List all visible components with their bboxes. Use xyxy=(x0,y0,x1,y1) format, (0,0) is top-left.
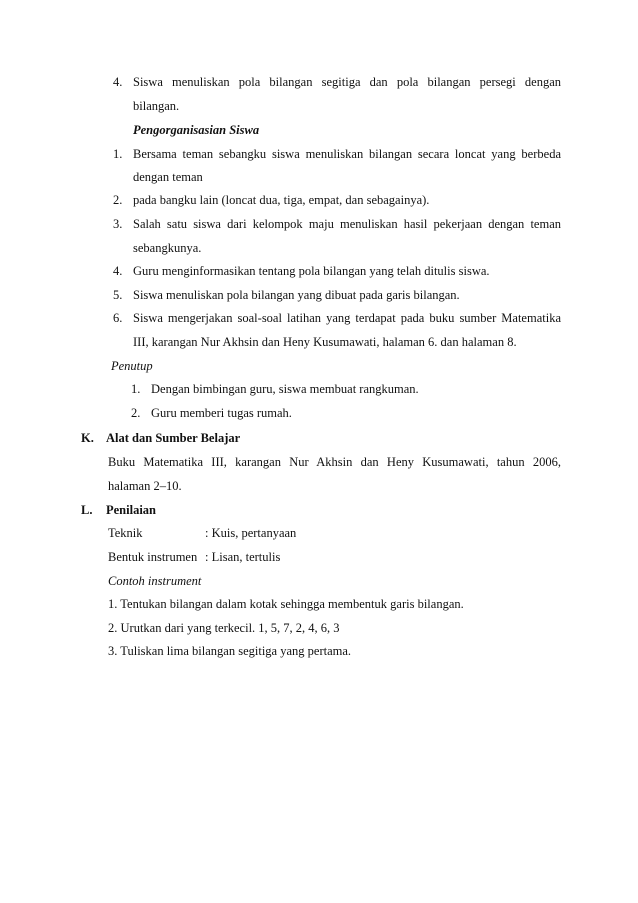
item-text-line: Dengan bimbingan guru, siswa membuat rangkuman. xyxy=(151,382,419,396)
item-number: 4. xyxy=(113,264,123,278)
item-text-line: dengan teman xyxy=(133,170,203,184)
organization-heading: Pengorganisasian Siswa xyxy=(133,123,260,137)
question-line: 2. Urutkan dari yang terkecil. 1, 5, 7, 2, 4, 6, 3 xyxy=(108,621,340,635)
item-number: 2. xyxy=(113,193,123,207)
item-number: 3. xyxy=(113,217,123,231)
section-k-title: Alat dan Sumber Belajar xyxy=(106,431,241,445)
section-k-text-line: Buku Matematika III, karangan Nur Akhsin dan Heny Kusumawati, tahun 2006, xyxy=(108,455,561,469)
item-text-line: Bersama teman sebangku siswa menuliskan bilangan secara loncat yang berbeda xyxy=(133,147,561,161)
form-value: : Lisan, tertulis xyxy=(205,550,281,564)
item-text-line: bilangan. xyxy=(133,99,180,113)
item-text-line: pada bangku lain (loncat dua, tiga, empat, dan sebagainya). xyxy=(133,193,430,207)
item-number: 6. xyxy=(113,311,123,325)
item-number: 5. xyxy=(113,288,123,302)
section-l-title: Penilaian xyxy=(106,503,157,517)
item-number: 2. xyxy=(131,406,141,420)
item-text-line: Siswa mengerjakan soal-soal latihan yang terdapat pada buku sumber Matematika xyxy=(133,311,561,325)
section-k-text-line: halaman 2–10. xyxy=(108,479,182,493)
item-text-line: III, karangan Nur Akhsin dan Heny Kusumawati, halaman 6. dan halaman 8. xyxy=(133,335,517,349)
question-line: 3. Tuliskan lima bilangan segitiga yang pertama. xyxy=(108,644,352,658)
question-line: 1. Tentukan bilangan dalam kotak sehingga membentuk garis bilangan. xyxy=(108,597,464,611)
closing-heading: Penutup xyxy=(111,359,153,373)
item-number: 1. xyxy=(113,147,123,161)
section-l-label: L. xyxy=(81,503,93,517)
technique-label: Teknik xyxy=(108,526,143,540)
item-text-line: Siswa menuliskan pola bilangan yang dibuat pada garis bilangan. xyxy=(133,288,460,302)
item-number: 1. xyxy=(131,382,141,396)
item-text-line: Salah satu siswa dari kelompok maju menuliskan hasil pekerjaan dengan teman xyxy=(133,217,561,231)
item-text-line: Guru memberi tugas rumah. xyxy=(151,406,292,420)
example-heading: Contoh instrument xyxy=(108,574,202,588)
section-k-label: K. xyxy=(81,431,94,445)
item-text-line: sebangkunya. xyxy=(133,241,202,255)
item-number: 4. xyxy=(113,75,123,89)
item-text-line: Guru menginformasikan tentang pola bilangan yang telah ditulis siswa. xyxy=(133,264,490,278)
form-label: Bentuk instrumen xyxy=(108,550,198,564)
technique-value: : Kuis, pertanyaan xyxy=(205,526,297,540)
item-text-line: Siswa menuliskan pola bilangan segitiga dan pola bilangan persegi dengan xyxy=(133,75,561,89)
